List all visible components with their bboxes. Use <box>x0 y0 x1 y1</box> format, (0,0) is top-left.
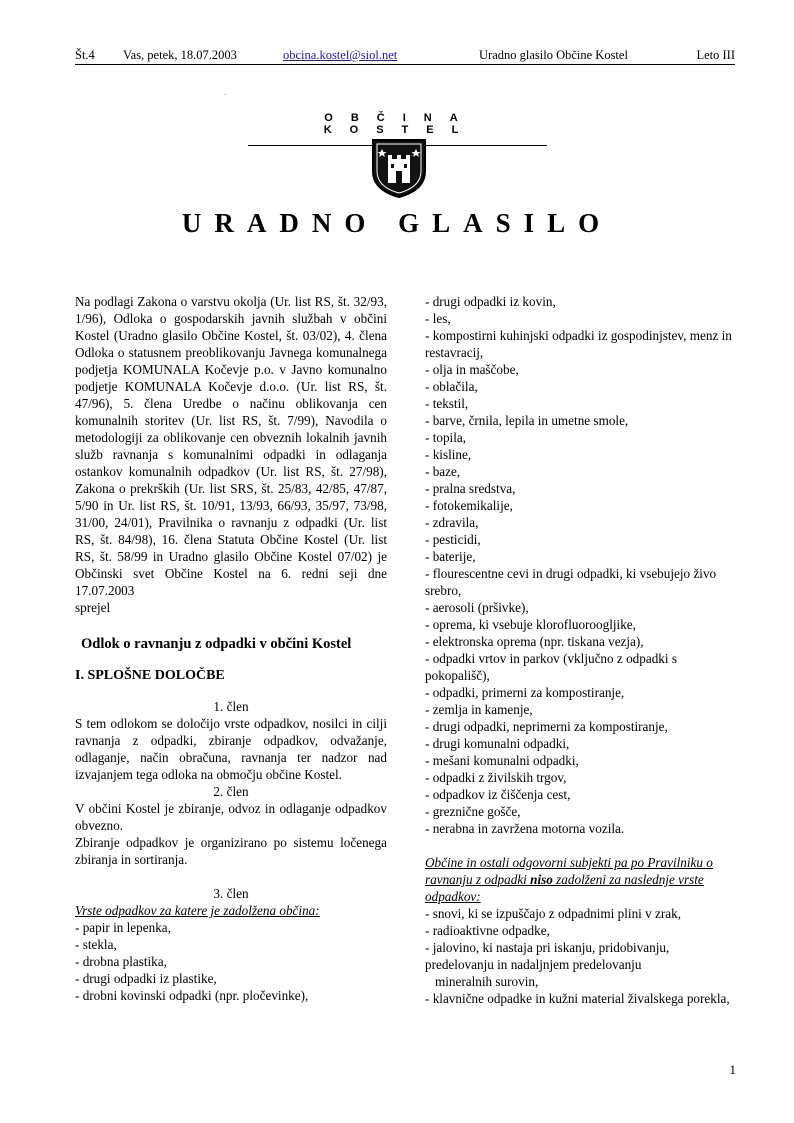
right-column <box>425 293 737 1007</box>
exempt-intro-start: Občine in ostali odgovorni subjekti pa po Pravilniku o ravnanju z odpadki <box>425 855 713 887</box>
list-item: - oblačila, <box>425 379 478 394</box>
list-item: - drugi odpadki iz plastike, <box>75 971 217 986</box>
list-item: - pesticidi, <box>425 532 481 547</box>
list-item: - odpadkov iz čiščenja cest, <box>425 787 571 802</box>
list-item: - baterije, <box>425 549 476 564</box>
article-2-text-1: V občini Kostel je zbiranje, odvoz in odlaganje odpadkov obvezno. <box>75 801 387 833</box>
stray-mark: . <box>224 88 226 97</box>
article-3-intro: Vrste odpadkov za katere je zadolžena občina: <box>75 903 320 918</box>
list-item: - odpadki, primerni za kompostiranje, <box>425 685 625 700</box>
page-header <box>75 46 735 65</box>
list-item: - les, <box>425 311 451 326</box>
page-number: 1 <box>729 1062 736 1077</box>
list-item: - odpadki z živilskih trgov, <box>425 770 567 785</box>
article-3-heading: 3. člen <box>213 886 249 901</box>
list-item: - papir in lepenka, <box>75 920 171 935</box>
list-item: - pralna sredstva, <box>425 481 516 496</box>
ordinance-title: Odlok o ravnanju z odpadki v občini Kostel <box>81 636 352 652</box>
list-item: - drugi odpadki iz kovin, <box>425 294 556 309</box>
list-item: - mešani komunalni odpadki, <box>425 753 579 768</box>
castle-crest-icon <box>370 137 428 199</box>
list-item: - kisline, <box>425 447 472 462</box>
exempt-list-item: - klavnične odpadke in kužni material živalskega porekla, <box>425 991 730 1006</box>
preamble-text: Na podlagi Zakona o varstvu okolja (Ur. list RS, št. 32/93, 1/96), Odloka o gospodarskih javnih službah v občini Kostel (Uradno glasilo Občine Kostel, št. 03/02), 4. člena Odloka o statusnem preoblikovanju Javnega komunalnega podjetja KOMUNALA Kočevje p.o. v Javno komunalno podjetje KOMUNALA Kočevje d.o.o. (Ur. list RS, št. 47/96), 5. člena Uredbe o načinu oblikovanja cen komunalnih storitev (Ur. list RS, št. 7/99), Navodila o metodologiji za oblikovanje cen obveznih lokalnih javnih služb ravnanja s komunalnimi odpadki in odlaganja ostankov komunalnih odpadkov (Ur. list RS, št. 27/98), Zakona o prekrških (Ur. list SRS, št. 25/83, 42/85, 47/87, 5/90 in Ur. list RS, št. 10/91, 13/93, 66/93, 35/97, 73/98, 31/00, 24/01), Pravilnika o ravnanju z odpadki (Ur. list RS, št. 84/98), 16. člena Statuta Občine Kostel (Ur. list RS, št. 58/99 in Uradno glasilo Občine Kostel 07/02) je Občinski svet Občine Kostel na 6. redni seji dne 17.07.2003 <box>75 294 387 598</box>
list-item: - drobna plastika, <box>75 954 167 969</box>
list-item: - drobni kovinski odpadki (npr. pločevinke), <box>75 988 309 1003</box>
list-item: - nerabna in zavržena motorna vozila. <box>425 821 625 836</box>
volume-year: Leto III <box>696 48 735 62</box>
publication-name: Uradno glasilo Občine Kostel <box>479 48 628 62</box>
list-item: - stekla, <box>75 937 117 952</box>
section-heading: I. SPLOŠNE DOLOČBE <box>75 668 225 683</box>
list-item: - zdravila, <box>425 515 479 530</box>
masthead-rule-right <box>425 145 547 146</box>
list-item: - topila, <box>425 430 467 445</box>
list-item: - elektronska oprema (npr. tiskana vezja), <box>425 634 644 649</box>
preamble-ending: sprejel <box>75 600 111 615</box>
list-item: - zemlja in kamenje, <box>425 702 533 717</box>
article-1-heading: 1. člen <box>213 699 249 714</box>
article-1-text: S tem odlokom se določijo vrste odpadkov, nosilci in cilji ravnanja z odpadki, zbiranje odpadkov, odvažanje, odlaganje, način obračuna, ravnanja ter nadzor nad izvajanjem tega odloka na območju občine Kostel. <box>75 716 387 782</box>
list-item: - tekstil, <box>425 396 469 411</box>
gazette-title: URADNO GLASILO <box>181 208 613 238</box>
issue-date: Vas, petek, 18.07.2003 <box>123 48 237 62</box>
article-2-text-2: Zbiranje odpadkov je organizirano po sistemu ločenega zbiranja in sortiranja. <box>75 835 387 867</box>
exempt-emphasis: niso <box>530 872 553 887</box>
list-item: - aerosoli (pršivke), <box>425 600 529 615</box>
list-item: - drugi komunalni odpadki, <box>425 736 570 751</box>
exempt-list-item: - radioaktivne odpadke, <box>425 923 550 938</box>
exempt-intro-end: zadolženi za naslednje vrste odpadkov: <box>425 872 704 904</box>
list-item: - oprema, ki vsebuje klorofluoroogljike, <box>425 617 636 632</box>
masthead-rule-left <box>248 145 372 146</box>
exempt-list-item: mineralnih surovin, <box>435 974 539 989</box>
article-2-heading: 2. člen <box>213 784 249 799</box>
list-item: - flourescentne cevi in drugi odpadki, ki vsebujejo živo srebro, <box>425 566 717 598</box>
list-item: - greznične gošče, <box>425 804 521 819</box>
list-item: - odpadki vrtov in parkov (vključno z odpadki s pokopališč), <box>425 651 677 683</box>
left-column <box>75 293 387 1004</box>
list-item: - olja in maščobe, <box>425 362 519 377</box>
list-item: - kompostirni kuhinjski odpadki iz gospodinjstev, menz in restavracij, <box>425 328 732 360</box>
issue-number: Št.4 <box>75 48 95 62</box>
list-item: - baze, <box>425 464 461 479</box>
exempt-list-item: - snovi, ki se izpuščajo z odpadnimi plini v zrak, <box>425 906 682 921</box>
exempt-intro <box>425 854 737 905</box>
email-link[interactable]: obcina.kostel@siol.net <box>283 48 398 62</box>
exempt-list-item: - jalovino, ki nastaja pri iskanju, pridobivanju, predelovanju in nadaljnjem predelovanju <box>425 940 670 972</box>
list-item: - drugi odpadki, neprimerni za kompostiranje, <box>425 719 668 734</box>
list-item: - fotokemikalije, <box>425 498 513 513</box>
list-item: - barve, črnila, lepila in umetne smole, <box>425 413 629 428</box>
municipality-name: OBČINA KOSTEL <box>323 112 477 136</box>
